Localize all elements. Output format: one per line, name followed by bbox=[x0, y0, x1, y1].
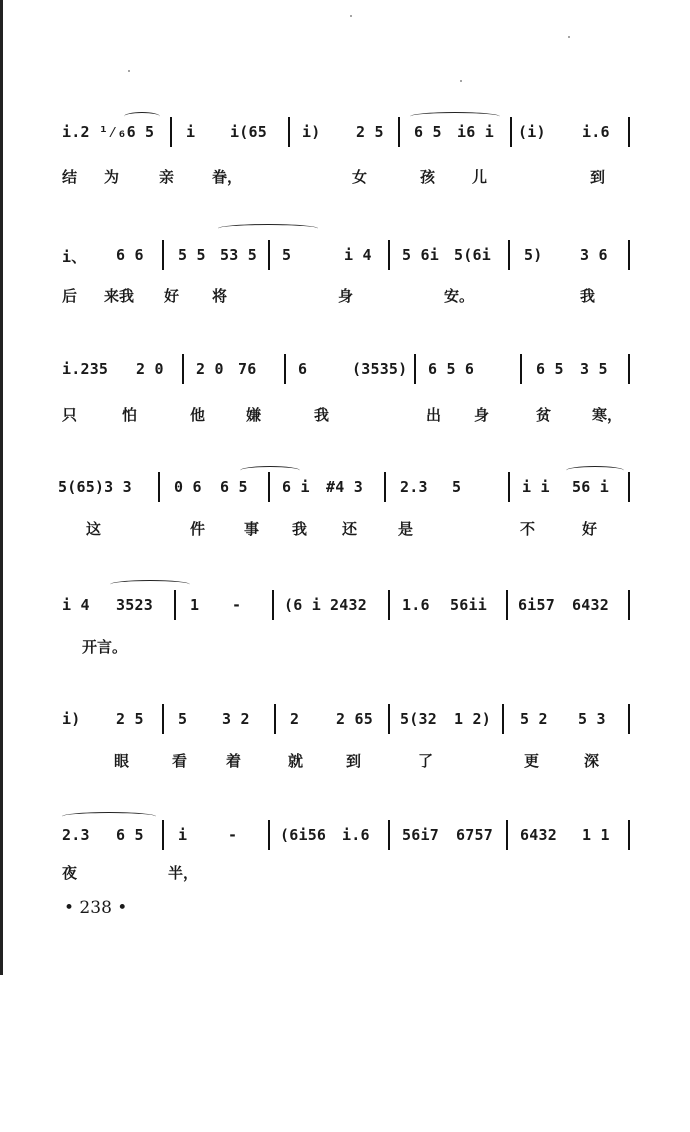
note-group: #4 3 bbox=[326, 478, 363, 496]
lyric: 事 bbox=[244, 520, 260, 538]
note-group: - bbox=[232, 596, 242, 614]
lyric: 我 bbox=[580, 287, 596, 305]
note-group: 3 5 bbox=[580, 360, 608, 378]
barline bbox=[628, 472, 630, 502]
note-group: 5 bbox=[178, 710, 188, 728]
lyrics-line-5 bbox=[62, 636, 632, 658]
note-group: i bbox=[178, 826, 188, 844]
note-group: 3 2 bbox=[222, 710, 250, 728]
lyric: 怕 bbox=[122, 406, 138, 424]
lyric: 我 bbox=[292, 520, 308, 538]
note-group: 5(6i bbox=[454, 246, 491, 264]
note-group: 5(32 bbox=[400, 710, 437, 728]
note-group: i bbox=[186, 123, 196, 141]
lyric: 身 bbox=[338, 287, 354, 305]
barline bbox=[506, 820, 508, 850]
lyric: 深 bbox=[584, 752, 600, 770]
note-group: 1 bbox=[190, 596, 200, 614]
barline bbox=[398, 117, 400, 147]
note-group: 6 5 bbox=[536, 360, 564, 378]
lyric: 我 bbox=[314, 406, 330, 424]
lyric: 更 bbox=[524, 752, 540, 770]
note-group: (6 i bbox=[284, 596, 321, 614]
slur bbox=[240, 466, 300, 475]
barline bbox=[628, 117, 630, 147]
lyric: 嫌 bbox=[246, 406, 262, 424]
notation-line-2 bbox=[62, 246, 632, 272]
note-group: 5 bbox=[282, 246, 292, 264]
slur bbox=[124, 112, 160, 121]
lyric: 夜 bbox=[62, 864, 78, 882]
note-group: i、 bbox=[62, 248, 87, 266]
note-group: 6 5 6 bbox=[428, 360, 475, 378]
lyric: 到 bbox=[346, 752, 362, 770]
notation-line-3 bbox=[62, 360, 632, 386]
slur bbox=[62, 812, 156, 821]
lyric: 这 bbox=[86, 520, 102, 538]
note-group: 56ii bbox=[450, 596, 487, 614]
note-group: i.6 bbox=[342, 826, 370, 844]
note-group: (i) bbox=[518, 123, 546, 141]
lyric: 就 bbox=[288, 752, 304, 770]
lyric: 安。 bbox=[444, 287, 475, 305]
slur bbox=[566, 466, 624, 475]
barline bbox=[388, 704, 390, 734]
note-group: i 4 bbox=[62, 596, 90, 614]
barline bbox=[414, 354, 416, 384]
barline bbox=[506, 590, 508, 620]
note-group: 5) bbox=[524, 246, 543, 264]
lyric: 了 bbox=[418, 752, 434, 770]
note-group: 56i7 bbox=[402, 826, 439, 844]
slur bbox=[110, 580, 190, 589]
note-group: i) bbox=[302, 123, 321, 141]
note-group: 5 6i bbox=[402, 246, 439, 264]
barline bbox=[284, 354, 286, 384]
barline bbox=[274, 704, 276, 734]
note-group: 53 5 bbox=[220, 246, 257, 264]
slur bbox=[410, 112, 500, 121]
note-group: 6432 bbox=[520, 826, 557, 844]
note-group: 6432 bbox=[572, 596, 609, 614]
note-group: 76 bbox=[238, 360, 257, 378]
note-group: 1 1 bbox=[582, 826, 610, 844]
lyric: 好 bbox=[164, 287, 180, 305]
notation-line-4 bbox=[58, 478, 632, 504]
note-group: i.6 bbox=[582, 123, 610, 141]
barline bbox=[502, 704, 504, 734]
lyric: 亲 bbox=[159, 168, 175, 186]
barline bbox=[170, 117, 172, 147]
note-group: i i bbox=[522, 478, 550, 496]
lyrics-line-7 bbox=[62, 862, 632, 884]
lyric: 后 bbox=[62, 287, 78, 305]
note-group: 3 6 bbox=[580, 246, 608, 264]
lyrics-line-2 bbox=[62, 285, 632, 307]
note-group: 2 65 bbox=[336, 710, 373, 728]
barline bbox=[388, 820, 390, 850]
note-group: 6 5 bbox=[116, 826, 144, 844]
barline bbox=[388, 590, 390, 620]
barline bbox=[510, 117, 512, 147]
lyric: 眼 bbox=[114, 752, 130, 770]
note-group: 5 2 bbox=[520, 710, 548, 728]
lyrics-line-4 bbox=[62, 518, 632, 540]
note-group: i) bbox=[62, 710, 81, 728]
note-group: - bbox=[228, 826, 238, 844]
barline bbox=[272, 590, 274, 620]
lyric: 身 bbox=[474, 406, 490, 424]
note-group: 2432 bbox=[330, 596, 367, 614]
lyric: 是 bbox=[398, 520, 414, 538]
barline bbox=[182, 354, 184, 384]
barline bbox=[288, 117, 290, 147]
note-group: 6 6 bbox=[116, 246, 144, 264]
lyric: 他 bbox=[190, 406, 206, 424]
lyric: 贫 bbox=[536, 406, 552, 424]
note-group: 2.3 bbox=[400, 478, 428, 496]
barline bbox=[162, 240, 164, 270]
lyric: 孩 bbox=[420, 168, 436, 186]
barline bbox=[158, 472, 160, 502]
note-group: 2 5 bbox=[356, 123, 384, 141]
lyric: 开言。 bbox=[82, 638, 128, 656]
lyric: 着 bbox=[226, 752, 242, 770]
note-group: 5 3 bbox=[578, 710, 606, 728]
lyric: 只 bbox=[62, 406, 78, 424]
note-group: 2 0 bbox=[136, 360, 164, 378]
note-group: 2.3 bbox=[62, 826, 90, 844]
lyric: 出 bbox=[426, 406, 442, 424]
note-group: i.235 bbox=[62, 360, 109, 378]
lyric: 女 bbox=[352, 168, 368, 186]
notation-line-5 bbox=[62, 596, 632, 622]
barline bbox=[388, 240, 390, 270]
lyric: 儿 bbox=[472, 168, 488, 186]
note-group: 2 5 bbox=[116, 710, 144, 728]
lyric: 件 bbox=[190, 520, 206, 538]
lyric: 寒， bbox=[592, 406, 623, 424]
barline bbox=[384, 472, 386, 502]
note-group: 56 i bbox=[572, 478, 609, 496]
lyric: 为 bbox=[104, 168, 120, 186]
barline bbox=[268, 820, 270, 850]
note-group: 6 5 bbox=[414, 123, 442, 141]
lyrics-line-1 bbox=[62, 166, 632, 188]
barline bbox=[628, 820, 630, 850]
note-group: 6 i bbox=[282, 478, 310, 496]
barline bbox=[628, 240, 630, 270]
note-group: 6 5 bbox=[220, 478, 248, 496]
notation-line-7 bbox=[62, 826, 632, 852]
note-group: 5 bbox=[452, 478, 462, 496]
lyric: 半， bbox=[168, 864, 199, 882]
lyric: 好 bbox=[582, 520, 598, 538]
note-group: 6757 bbox=[456, 826, 493, 844]
notation-line-1 bbox=[62, 123, 632, 149]
lyrics-line-3 bbox=[62, 404, 632, 426]
note-group: (6i56 bbox=[280, 826, 327, 844]
note-group: 5 5 bbox=[178, 246, 206, 264]
slur bbox=[218, 224, 318, 233]
barline bbox=[162, 704, 164, 734]
note-group: i 4 bbox=[344, 246, 372, 264]
barline bbox=[174, 590, 176, 620]
notation-line-6 bbox=[62, 710, 632, 736]
barline bbox=[268, 472, 270, 502]
lyric: 来我 bbox=[104, 287, 135, 305]
note-group: i.2 ¹⁄₆6 5 bbox=[62, 123, 155, 141]
barline bbox=[508, 472, 510, 502]
lyric: 眷， bbox=[212, 168, 243, 186]
barline bbox=[628, 354, 630, 384]
lyric: 将 bbox=[212, 287, 228, 305]
lyric: 还 bbox=[342, 520, 358, 538]
speck bbox=[568, 36, 570, 38]
note-group: 5(65)3 3 bbox=[58, 478, 132, 496]
note-group: 1 2) bbox=[454, 710, 491, 728]
note-group: 6 bbox=[298, 360, 308, 378]
note-group: i6 i bbox=[457, 123, 494, 141]
note-group: (3535) bbox=[352, 360, 408, 378]
speck bbox=[350, 15, 352, 17]
barline bbox=[162, 820, 164, 850]
note-group: 2 bbox=[290, 710, 300, 728]
lyric: 看 bbox=[172, 752, 188, 770]
lyric: 不 bbox=[520, 520, 536, 538]
speck bbox=[460, 80, 462, 82]
note-group: 0 6 bbox=[174, 478, 202, 496]
lyric: 结 bbox=[62, 168, 78, 186]
note-group: 3523 bbox=[116, 596, 153, 614]
barline bbox=[520, 354, 522, 384]
lyric: 到 bbox=[590, 168, 606, 186]
barline bbox=[268, 240, 270, 270]
speck bbox=[128, 70, 130, 72]
barline bbox=[628, 590, 630, 620]
lyrics-line-6 bbox=[62, 750, 632, 772]
page-number: • 238 • bbox=[64, 898, 128, 918]
note-group: 6i57 bbox=[518, 596, 555, 614]
note-group: 1.6 bbox=[402, 596, 430, 614]
barline bbox=[508, 240, 510, 270]
note-group: i(65 bbox=[230, 123, 267, 141]
barline bbox=[628, 704, 630, 734]
note-group: 2 0 bbox=[196, 360, 224, 378]
